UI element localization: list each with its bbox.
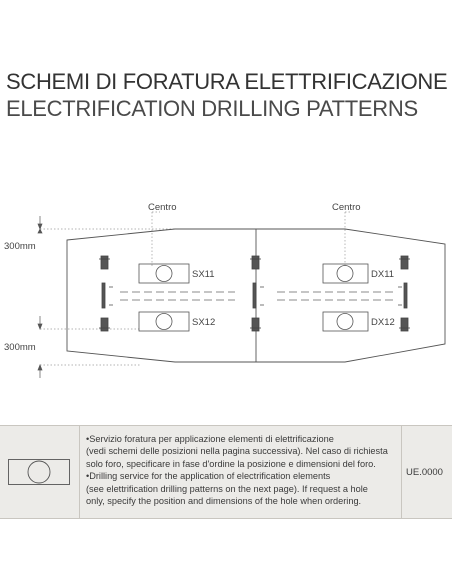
bracket-symbols	[99, 256, 410, 331]
center-axis	[120, 292, 395, 300]
note-line: •Drilling service for the application of electrification elements	[86, 471, 331, 482]
hole-sx11	[139, 264, 189, 283]
center-label-left: Centro	[148, 202, 177, 213]
hole-label-sx11: SX11	[192, 269, 215, 280]
hole-dx11	[323, 264, 368, 283]
note-line: •Servizio foratura per applicazione elementi di elettrificazione	[86, 434, 334, 444]
hole-icon	[8, 459, 70, 485]
title-italian: SCHEMI DI FORATURA ELETTRIFICAZIONE	[6, 69, 448, 94]
note-line: (vedi schemi delle posizioni nella pagina successiva). Nel caso di richiesta	[86, 446, 388, 457]
drilling-pattern-drawing	[0, 195, 452, 385]
product-code: UE.0000	[406, 467, 443, 478]
hole-dx12	[323, 312, 368, 331]
hole-label-dx11: DX11	[371, 269, 395, 280]
drilling-service-note	[0, 425, 452, 519]
note-line: (see elettrification drilling patterns on the next page). If request a hole	[86, 483, 368, 494]
center-label-right: Centro	[332, 202, 361, 213]
note-text-cell	[80, 426, 402, 518]
note-code-cell	[402, 426, 452, 518]
dimension-guide-lines	[40, 212, 350, 365]
dimension-label-bottom: 300mm	[4, 342, 36, 353]
hole-label-dx12: DX12	[371, 317, 395, 328]
dimension-arrows	[38, 216, 42, 378]
note-line: solo foro, specificare in fase d'ordine la posizione e dimensioni del foro.	[86, 458, 376, 469]
dimension-label-top: 300mm	[4, 241, 36, 252]
title-english: ELECTRIFICATION DRILLING PATTERNS	[6, 96, 418, 121]
note-icon-cell	[0, 426, 80, 518]
note-line: only, specify the position and dimensions of the hole when ordering.	[86, 496, 362, 507]
hole-sx12	[139, 312, 189, 331]
hole-label-sx12: SX12	[192, 317, 216, 328]
